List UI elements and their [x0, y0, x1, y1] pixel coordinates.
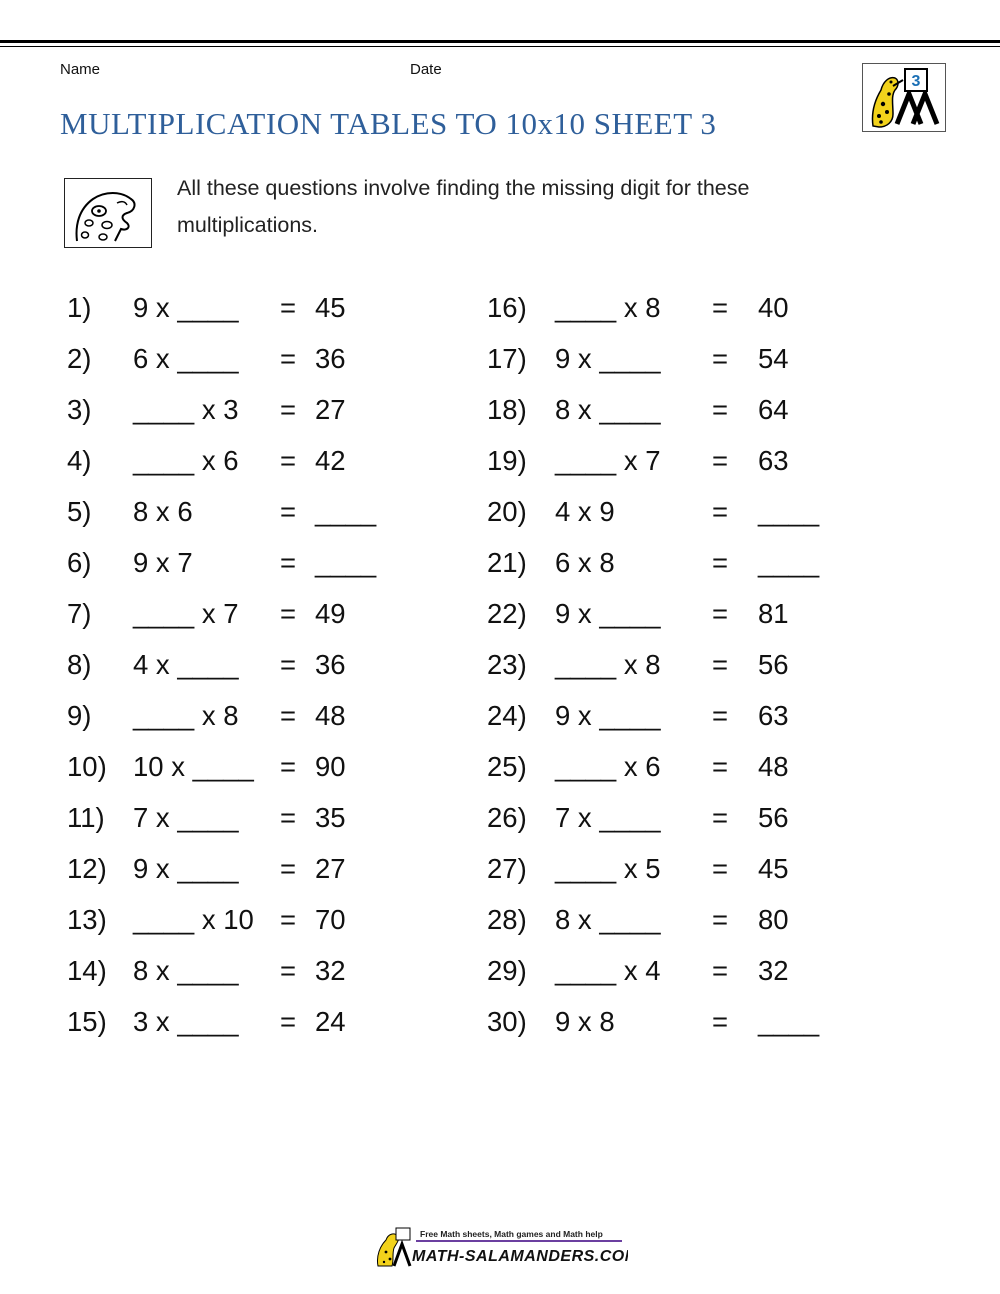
question-answer: 56: [758, 802, 789, 833]
equals-sign: =: [280, 496, 297, 527]
equals-sign: =: [712, 853, 729, 884]
question-answer: ____: [758, 547, 820, 578]
footer-site: MATH-SALAMANDERS.COM: [412, 1248, 628, 1265]
question-expression: ____ x 5: [555, 853, 661, 884]
question-expression: 6 x ____: [133, 343, 239, 374]
equals-sign: =: [280, 751, 297, 782]
question-expression: 8 x 6: [133, 496, 193, 527]
top-rule-thin: [0, 46, 1000, 47]
equals-sign: =: [712, 394, 729, 425]
footer-tagline: Free Math sheets, Math games and Math help: [420, 1229, 603, 1239]
salamander-logo-icon: [862, 63, 946, 132]
question-answer: 64: [758, 394, 789, 425]
equals-sign: =: [712, 547, 729, 578]
equals-sign: =: [712, 292, 729, 323]
question-expression: 9 x 7: [133, 547, 193, 578]
question-number: 23): [487, 649, 527, 680]
equals-sign: =: [280, 853, 297, 884]
question-expression: ____ x 7: [133, 598, 239, 629]
question-number: 12): [67, 853, 107, 884]
question-answer: ____: [315, 496, 377, 527]
question-expression: 10 x ____: [133, 751, 254, 782]
instructions-text: All these questions involve finding the missing digit for these multiplications.: [177, 176, 750, 237]
equals-sign: =: [280, 802, 297, 833]
question-answer: 32: [758, 955, 789, 986]
question-number: 10): [67, 751, 107, 782]
question-expression: ____ x 6: [555, 751, 661, 782]
question-answer: 63: [758, 445, 789, 476]
question-number: 14): [67, 955, 107, 986]
question-answer: 90: [315, 751, 346, 782]
question-number: 4): [67, 445, 92, 476]
equals-sign: =: [712, 598, 729, 629]
question-expression: 7 x ____: [555, 802, 661, 833]
question-expression: 8 x ____: [555, 904, 661, 935]
question-number: 16): [487, 292, 527, 323]
equals-sign: =: [280, 1006, 297, 1037]
equals-sign: =: [712, 751, 729, 782]
question-number: 19): [487, 445, 527, 476]
equals-sign: =: [280, 904, 297, 935]
question-expression: 8 x ____: [133, 955, 239, 986]
question-answer: 81: [758, 598, 789, 629]
question-answer: 49: [315, 598, 346, 629]
question-answer: ____: [315, 547, 377, 578]
question-number: 21): [487, 547, 527, 578]
question-expression: 9 x ____: [555, 700, 661, 731]
question-number: 9): [67, 700, 92, 731]
question-expression: 3 x ____: [133, 1006, 239, 1037]
equals-sign: =: [712, 1006, 729, 1037]
equals-sign: =: [280, 700, 297, 731]
question-expression: 6 x 8: [555, 547, 615, 578]
question-expression: ____ x 3: [133, 394, 239, 425]
question-number: 7): [67, 598, 92, 629]
equals-sign: =: [280, 598, 297, 629]
question-number: 1): [67, 292, 92, 323]
equals-sign: =: [280, 955, 297, 986]
question-answer: 42: [315, 445, 346, 476]
page-title: MULTIPLICATION TABLES TO 10x10 SHEET 3: [60, 106, 717, 141]
equals-sign: =: [712, 700, 729, 731]
question-answer: 32: [315, 955, 346, 986]
equals-sign: =: [280, 445, 297, 476]
question-expression: 4 x ____: [133, 649, 239, 680]
question-answer: 36: [315, 343, 346, 374]
equals-sign: =: [280, 343, 297, 374]
question-expression: 4 x 9: [555, 496, 615, 527]
question-number: 2): [67, 343, 92, 374]
equals-sign: =: [712, 649, 729, 680]
question-expression: 9 x ____: [555, 598, 661, 629]
equals-sign: =: [712, 445, 729, 476]
question-number: 8): [67, 649, 92, 680]
question-number: 18): [487, 394, 527, 425]
question-expression: 7 x ____: [133, 802, 239, 833]
question-answer: 80: [758, 904, 789, 935]
question-expression: ____ x 10: [133, 904, 254, 935]
logo-badge: 3: [911, 73, 921, 90]
question-answer: 45: [315, 292, 346, 323]
question-number: 17): [487, 343, 527, 374]
question-number: 20): [487, 496, 527, 527]
question-expression: 9 x 8: [555, 1006, 615, 1037]
question-expression: 9 x ____: [133, 853, 239, 884]
question-answer: 56: [758, 649, 789, 680]
question-answer: 63: [758, 700, 789, 731]
question-answer: 48: [315, 700, 346, 731]
question-answer: 24: [315, 1006, 346, 1037]
question-number: 26): [487, 802, 527, 833]
question-number: 22): [487, 598, 527, 629]
equals-sign: =: [712, 955, 729, 986]
question-number: 25): [487, 751, 527, 782]
question-number: 13): [67, 904, 107, 935]
question-number: 5): [67, 496, 92, 527]
equals-sign: =: [280, 649, 297, 680]
question-number: 29): [487, 955, 527, 986]
question-expression: ____ x 8: [133, 700, 239, 731]
name-label: Name: [60, 61, 101, 78]
question-expression: 9 x ____: [133, 292, 239, 323]
equals-sign: =: [712, 904, 729, 935]
question-answer: 54: [758, 343, 789, 374]
question-number: 3): [67, 394, 92, 425]
question-number: 11): [67, 802, 105, 833]
question-answer: 27: [315, 394, 346, 425]
question-expression: ____ x 8: [555, 292, 661, 323]
question-expression: ____ x 7: [555, 445, 661, 476]
equals-sign: =: [280, 547, 297, 578]
question-answer: 36: [315, 649, 346, 680]
question-expression: 9 x ____: [555, 343, 661, 374]
question-answer: 45: [758, 853, 789, 884]
question-answer: 40: [758, 292, 789, 323]
equals-sign: =: [712, 496, 729, 527]
question-number: 6): [67, 547, 92, 578]
question-answer: ____: [758, 1006, 820, 1037]
salamander-footer-icon: [372, 1226, 628, 1270]
question-answer: ____: [758, 496, 820, 527]
question-answer: 35: [315, 802, 346, 833]
question-expression: ____ x 6: [133, 445, 239, 476]
top-rule: [0, 40, 1000, 43]
question-answer: 70: [315, 904, 346, 935]
question-number: 30): [487, 1006, 527, 1037]
footer-logo: [372, 1226, 628, 1270]
question-number: 15): [67, 1006, 107, 1037]
equals-sign: =: [280, 394, 297, 425]
question-expression: 8 x ____: [555, 394, 661, 425]
question-answer: 48: [758, 751, 789, 782]
question-number: 27): [487, 853, 527, 884]
date-label: Date: [410, 61, 442, 78]
equals-sign: =: [280, 292, 297, 323]
question-answer: 27: [315, 853, 346, 884]
question-expression: ____ x 4: [555, 955, 661, 986]
equals-sign: =: [712, 802, 729, 833]
question-expression: ____ x 8: [555, 649, 661, 680]
question-number: 28): [487, 904, 527, 935]
salamander-head-icon: [64, 178, 152, 248]
equals-sign: =: [712, 343, 729, 374]
question-number: 24): [487, 700, 527, 731]
